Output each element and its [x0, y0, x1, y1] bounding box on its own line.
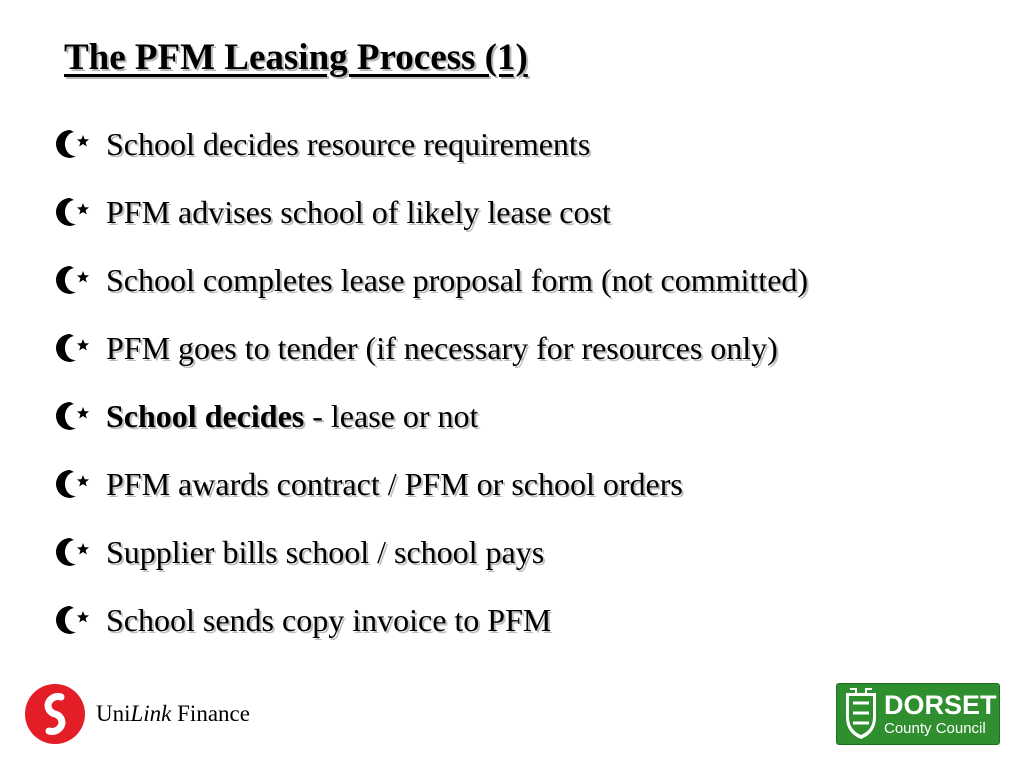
crescent-star-icon [50, 602, 92, 638]
unilink-finance-logo [24, 683, 250, 745]
bullet-text: PFM goes to tender (if necessary for resources only) [106, 329, 778, 366]
unilink-prefix: Uni [96, 701, 131, 726]
bullet-item [50, 464, 683, 504]
bullet-text: PFM awards contract / PFM or school orders [106, 465, 683, 502]
shield-crest-icon [842, 687, 880, 741]
crescent-star-icon [50, 330, 92, 366]
dorset-county-council-logo [836, 683, 1000, 745]
unilink-finance-text [96, 701, 250, 727]
unilink-suffix: Finance [171, 701, 250, 726]
crescent-star-icon [50, 262, 92, 298]
crescent-star-icon [50, 398, 92, 434]
crescent-star-icon [50, 194, 92, 230]
unilink-italic: Link [130, 701, 172, 726]
dorset-name: DORSET [884, 690, 997, 720]
bullet-item [50, 260, 808, 300]
slide-title: The PFM Leasing Process (1) [64, 37, 528, 78]
dorset-text [884, 692, 997, 736]
unilink-logo-icon [24, 683, 86, 745]
crescent-star-icon [50, 534, 92, 570]
bullet-bold-text: School decides [106, 397, 305, 434]
dorset-subtitle: County Council [884, 720, 986, 737]
bullet-item [50, 396, 478, 436]
bullet-item [50, 192, 611, 232]
crescent-star-icon [50, 466, 92, 502]
bullet-text: School decides resource requirements [106, 125, 591, 162]
bullet-text: Supplier bills school / school pays [106, 533, 545, 570]
bullet-item [50, 124, 590, 164]
bullet-item [50, 532, 544, 572]
bullet-item [50, 600, 551, 640]
bullet-text [106, 398, 478, 435]
crescent-star-icon [50, 126, 92, 162]
bullet-item [50, 328, 778, 368]
bullet-text: School completes lease proposal form (not committed) [106, 261, 809, 298]
bullet-text: School sends copy invoice to PFM [106, 601, 552, 638]
bullet-text: PFM advises school of likely lease cost [106, 193, 611, 230]
bullet-rest-text: - lease or not [304, 397, 479, 434]
